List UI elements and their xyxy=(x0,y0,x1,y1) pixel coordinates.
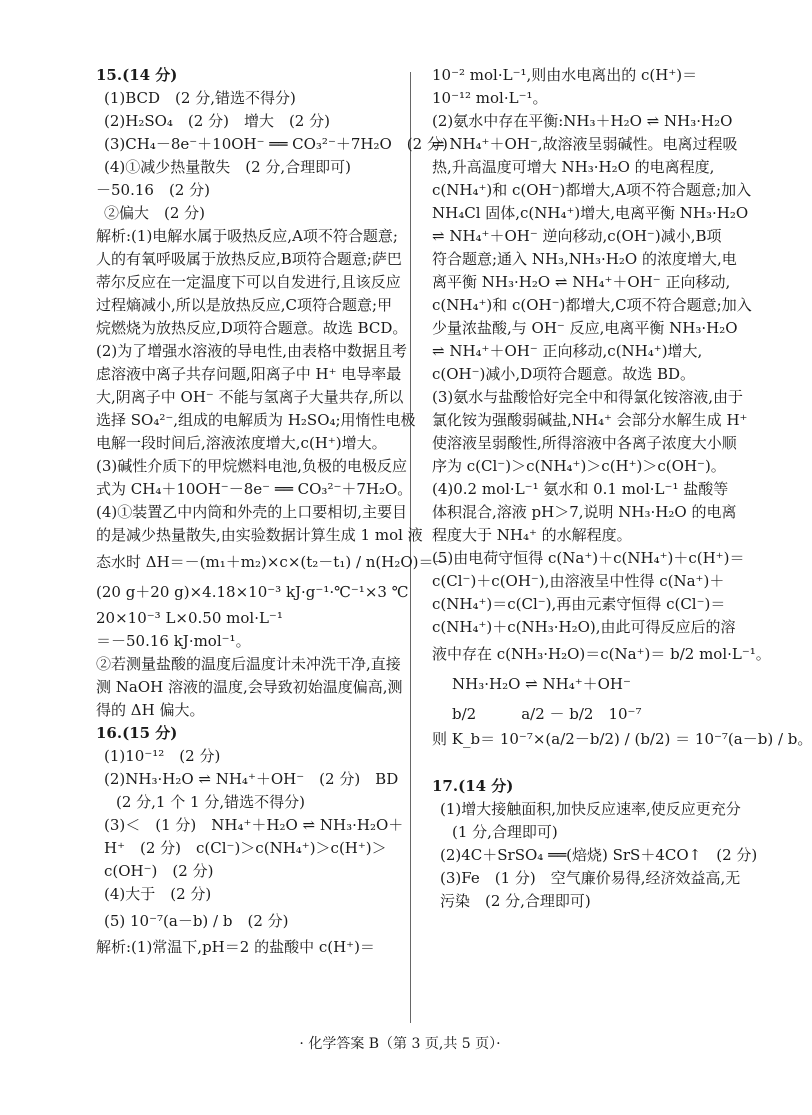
explanation-line: 使溶液呈弱酸性,所得溶液中各离子浓度大小顺 xyxy=(432,434,737,452)
answer-line: H⁺ (2 分) c(Cl⁻)＞c(NH₄⁺)＞c(H⁺)＞ xyxy=(104,839,387,857)
answer-line: －50.16 (2 分) xyxy=(96,181,210,199)
explanation-line: ⇌ NH₄⁺＋OH⁻ 正向移动,c(NH₄⁺)增大, xyxy=(432,342,703,360)
explanation-line: (3)氨水与盐酸恰好完全中和得氯化铵溶液,由于 xyxy=(432,388,744,406)
answer-line: (3)＜ (1 分) NH₄⁺＋H₂O ⇌ NH₃·H₂O＋ xyxy=(104,816,404,834)
explanation-line: 少量浓盐酸,与 OH⁻ 反应,电离平衡 NH₃·H₂O xyxy=(432,319,738,337)
explanation-line: (5)由电荷守恒得 c(Na⁺)＋c(NH₄⁺)＋c(H⁺)＝ xyxy=(432,549,745,567)
explanation-line: 10⁻¹² mol·L⁻¹。 xyxy=(432,89,548,107)
answer-line: (1)增大接触面积,加快反应速率,使反应更充分 xyxy=(440,800,741,818)
answer-line: (4)①减少热量散失 (2 分,合理即可) xyxy=(104,158,352,176)
explanation-line: NH₄Cl 固体,c(NH₄⁺)增大,电离平衡 NH₃·H₂O xyxy=(432,204,749,222)
question-heading: 15.(14 分) xyxy=(96,66,178,84)
explanation-line: 体积混合,溶液 pH＞7,说明 NH₃·H₂O 的电离 xyxy=(432,503,737,521)
explanation-line: (2)氨水中存在平衡:NH₃＋H₂O ⇌ NH₃·H₂O xyxy=(432,112,733,130)
answer-line: (3)CH₄－8e⁻＋10OH⁻ ══ CO₃²⁻＋7H₂O (2 分) xyxy=(104,135,448,153)
answer-line: (1 分,合理即可) xyxy=(452,823,558,841)
explanation-line: (3)碱性介质下的甲烷燃料电池,负极的电极反应 xyxy=(96,457,408,475)
explanation-line: 得的 ΔH 偏大。 xyxy=(96,701,205,719)
explanation-line: 热,升高温度可增大 NH₃·H₂O 的电离程度, xyxy=(432,158,715,176)
formula-line: 态水时 ΔH＝－(m₁＋m₂)×c×(t₂－t₁) / n(H₂O)＝－ xyxy=(96,553,449,571)
explanation-line: 人的有氧呼吸属于放热反应,B项符合题意;萨巴 xyxy=(96,250,402,268)
explanation-line: c(NH₄⁺)＋c(NH₃·H₂O),由此可得反应后的溶 xyxy=(432,618,736,636)
explanation-line: (4)①装置乙中内筒和外壳的上口要相切,主要目 xyxy=(96,503,408,521)
explanation-line: 液中存在 c(NH₃·H₂O)＝c(Na⁺)＝ b/2 mol·L⁻¹。 xyxy=(432,645,771,663)
explanation-line: 式为 CH₄＋10OH⁻－8e⁻ ══ CO₃²⁻＋7H₂O。 xyxy=(96,480,413,498)
explanation-line: 离平衡 NH₃·H₂O ⇌ NH₄⁺＋OH⁻ 正向移动, xyxy=(432,273,731,291)
answer-line: (2)4C＋SrSO₄ ══(焙烧) SrS＋4CO↑ (2 分) xyxy=(440,846,758,864)
explanation-line: 电解一段时间后,溶液浓度增大,c(H⁺)增大。 xyxy=(96,434,387,452)
answer-line: (4)大于 (2 分) xyxy=(104,885,212,903)
explanation-line: ②若测量盐酸的温度后温度计未冲洗干净,直接 xyxy=(96,655,401,673)
explanation-line: c(NH₄⁺)和 c(OH⁻)都增大,C项不符合题意;加入 xyxy=(432,296,752,314)
page-footer: · 化学答案 B（第 3 页,共 5 页）· xyxy=(299,1036,501,1052)
column-divider xyxy=(410,72,411,1023)
explanation-line: c(Cl⁻)＋c(OH⁻),由溶液呈中性得 c(Na⁺)＋ xyxy=(432,572,725,590)
left-column xyxy=(96,64,449,959)
answer-line: (3)Fe (1 分) 空气廉价易得,经济效益高,无 xyxy=(440,869,741,887)
explanation-line: 序为 c(Cl⁻)＞c(NH₄⁺)＞c(H⁺)＞c(OH⁻)。 xyxy=(432,457,726,475)
explanation-line: 虑溶液中离子共存问题,阳离子中 H⁺ 电导率最 xyxy=(96,365,402,383)
answer-line: (2 分,1 个 1 分,错选不得分) xyxy=(116,793,305,811)
explanation-line: 大,阴离子中 OH⁻ 不能与氢离子大量共存,所以 xyxy=(96,388,404,406)
explanation-line: 选择 SO₄²⁻,组成的电解质为 H₂SO₄;用惰性电极 xyxy=(96,411,416,429)
question-heading: 16.(15 分) xyxy=(96,724,178,742)
explanation-line: ⇌ NH₄⁺＋OH⁻,故溶液呈弱碱性。电离过程吸 xyxy=(432,135,738,153)
answer-line: (2)H₂SO₄ (2 分) 增大 (2 分) xyxy=(104,112,330,130)
answer-line: (2)NH₃·H₂O ⇌ NH₄⁺＋OH⁻ (2 分) BD xyxy=(104,770,399,788)
explanation-line: 测 NaOH 溶液的温度,会导致初始温度偏高,测 xyxy=(96,678,403,696)
explanation-line: c(NH₄⁺)和 c(OH⁻)都增大,A项不符合题意;加入 xyxy=(432,181,752,199)
explanation-line: 10⁻² mol·L⁻¹,则由水电离出的 c(H⁺)＝ xyxy=(432,66,698,84)
equilibrium-equation: NH₃·H₂O ⇌ NH₄⁺＋OH⁻ xyxy=(452,675,631,693)
explanation-line: 符合题意;通入 NH₃,NH₃·H₂O 的浓度增大,电 xyxy=(432,250,737,268)
answer-line: c(OH⁻) (2 分) xyxy=(104,862,214,880)
explanation-line: ⇌ NH₄⁺＋OH⁻ 逆向移动,c(OH⁻)减小,B项 xyxy=(432,227,722,245)
explanation-line: 程度大于 NH₄⁺ 的水解程度。 xyxy=(432,526,632,544)
answer-line: (1)BCD (2 分,错选不得分) xyxy=(104,89,296,107)
right-column xyxy=(432,64,812,913)
explanation-line: 过程熵减小,所以是放热反应,C项符合题意;甲 xyxy=(96,296,393,314)
equilibrium-concentrations: b/2 a/2 － b/2 10⁻⁷ xyxy=(452,705,642,723)
explanation-line: (2)为了增强水溶液的导电性,由表格中数据且考 xyxy=(96,342,408,360)
question-heading: 17.(14 分) xyxy=(432,777,514,795)
explanation-line: 解析:(1)电解水属于吸热反应,A项不符合题意; xyxy=(96,227,398,245)
formula-denominator: 20×10⁻³ L×0.50 mol·L⁻¹ xyxy=(96,609,283,627)
explanation-line: 烷燃烧为放热反应,D项符合题意。故选 BCD。 xyxy=(96,319,408,337)
answer-line: 污染 (2 分,合理即可) xyxy=(440,892,591,910)
explanation-line: 蒂尔反应在一定温度下可以自发进行,且该反应 xyxy=(96,273,401,291)
explanation-line: (4)0.2 mol·L⁻¹ 氨水和 0.1 mol·L⁻¹ 盐酸等 xyxy=(432,480,729,498)
kb-formula: 则 K_b＝ 10⁻⁷×(a/2－b/2) / (b/2) ＝ 10⁻⁷(a－b) / b。 xyxy=(432,730,812,748)
formula-numerator: (20 g＋20 g)×4.18×10⁻³ kJ·g⁻¹·℃⁻¹×3 ℃ xyxy=(96,583,409,601)
explanation-line: 解析:(1)常温下,pH＝2 的盐酸中 c(H⁺)＝ xyxy=(96,938,375,956)
answer-line: (1)10⁻¹² (2 分) xyxy=(104,747,221,765)
formula-result: ＝－50.16 kJ·mol⁻¹。 xyxy=(96,632,251,650)
answer-line: ②偏大 (2 分) xyxy=(104,204,206,222)
explanation-line: c(OH⁻)减小,D项符合题意。故选 BD。 xyxy=(432,365,696,383)
answer-line: (5) 10⁻⁷(a－b) / b (2 分) xyxy=(104,912,289,930)
explanation-line: 的是减少热量散失,由实验数据计算生成 1 mol 液 xyxy=(96,526,423,544)
explanation-line: c(NH₄⁺)＝c(Cl⁻),再由元素守恒得 c(Cl⁻)＝ xyxy=(432,595,726,613)
explanation-line: 氯化铵为强酸弱碱盐,NH₄⁺ 会部分水解生成 H⁺ xyxy=(432,411,748,429)
